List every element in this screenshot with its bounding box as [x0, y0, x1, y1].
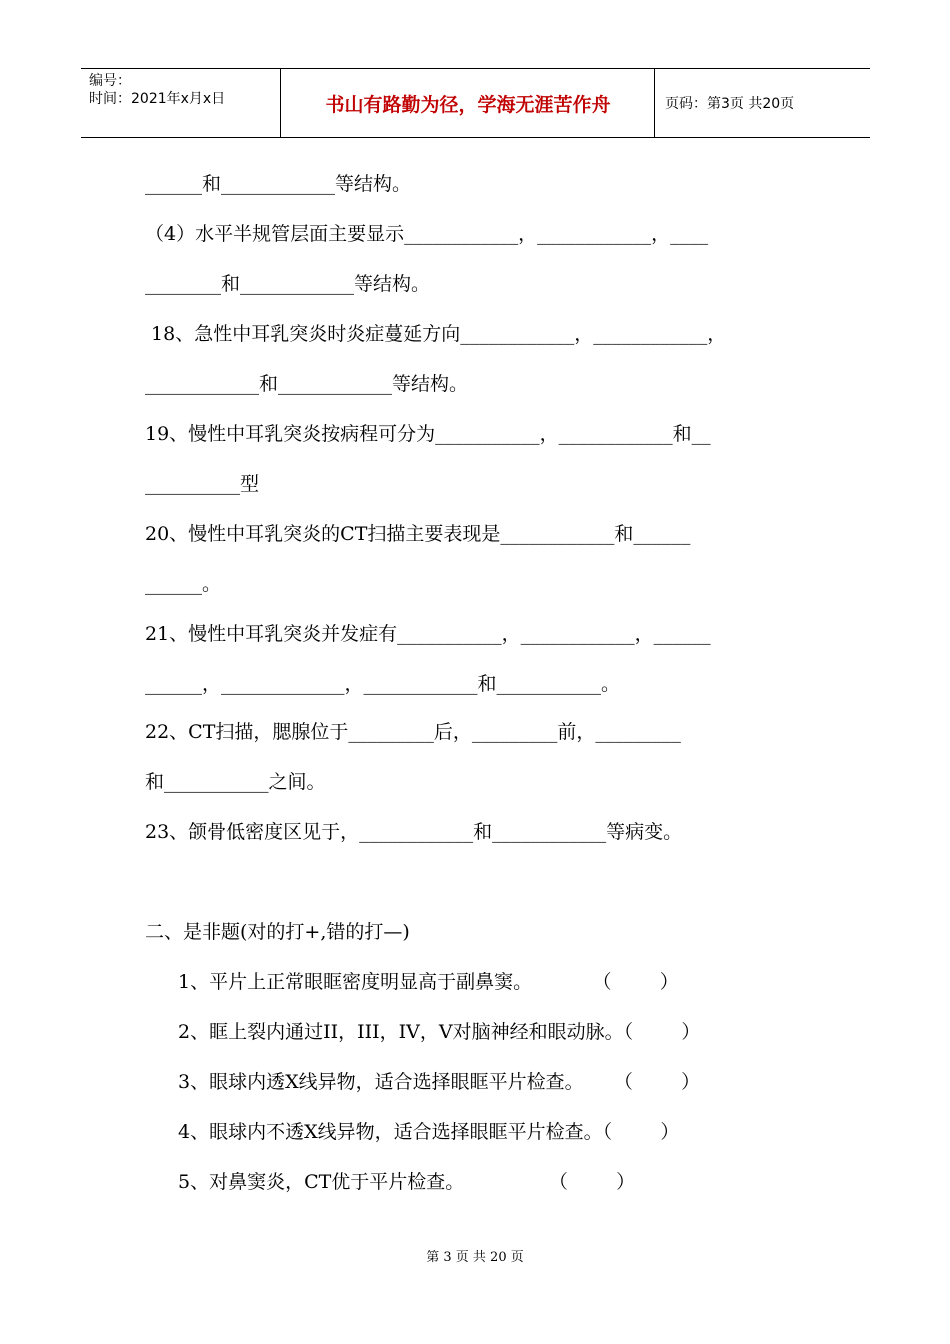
- number-label: 编号：: [89, 73, 131, 89]
- question-item: 1、平片上正常眼眶密度明显高于副鼻窦。 （ ）: [178, 971, 679, 993]
- text-line: ______，_____________，____________和___________。: [145, 673, 621, 695]
- text-line: 20、慢性中耳乳突炎的CT扫描主要表现是____________和______: [145, 523, 691, 545]
- header-page-info: 页码：第3页 共20页: [665, 96, 795, 112]
- question-item: 2、眶上裂内通过II，III，IV，V对脑神经和眼动脉。（ ）: [178, 1021, 701, 1043]
- text-line: 19、慢性中耳乳突炎按病程可分为___________，____________和__: [145, 423, 711, 445]
- text-line: __________型: [145, 473, 260, 495]
- text-line: 和___________之间。: [145, 771, 326, 793]
- date-label: 时间：2021年x月x日: [89, 91, 226, 107]
- text-line: ______。: [145, 573, 222, 595]
- text-line: 18、急性中耳乳突炎时炎症蔓延方向____________，____________，: [145, 323, 727, 345]
- text-line: （4）水平半规管层面主要显示____________，____________，____: [145, 223, 709, 245]
- text-line: 21、慢性中耳乳突炎并发症有___________，____________，______: [145, 623, 711, 645]
- page-footer: 第 3 页 共 20 页: [426, 1250, 524, 1265]
- text-line: 23、颌骨低密度区见于，____________和____________等病变。: [145, 821, 683, 843]
- page-header: [81, 68, 870, 138]
- question-item: 4、眼球内不透X线异物，适合选择眼眶平片检查。（ ）: [178, 1121, 680, 1143]
- header-meta: [81, 69, 281, 137]
- text-line: ______和____________等结构。: [145, 173, 412, 195]
- header-motto: 书山有路勤为径，学海无涯苦作舟: [282, 69, 655, 137]
- text-line: ____________和____________等结构。: [145, 373, 469, 395]
- text-line: ________和____________等结构。: [145, 273, 431, 295]
- text-line: 22、CT扫描，腮腺位于_________后，_________前，_________: [145, 721, 681, 743]
- question-item: 5、对鼻窦炎，CT优于平片检查。 （ ）: [178, 1171, 636, 1193]
- section-title: 二、是非题(对的打+,错的打—): [145, 921, 410, 943]
- question-item: 3、眼球内透X线异物，适合选择眼眶平片检查。 （ ）: [178, 1071, 701, 1093]
